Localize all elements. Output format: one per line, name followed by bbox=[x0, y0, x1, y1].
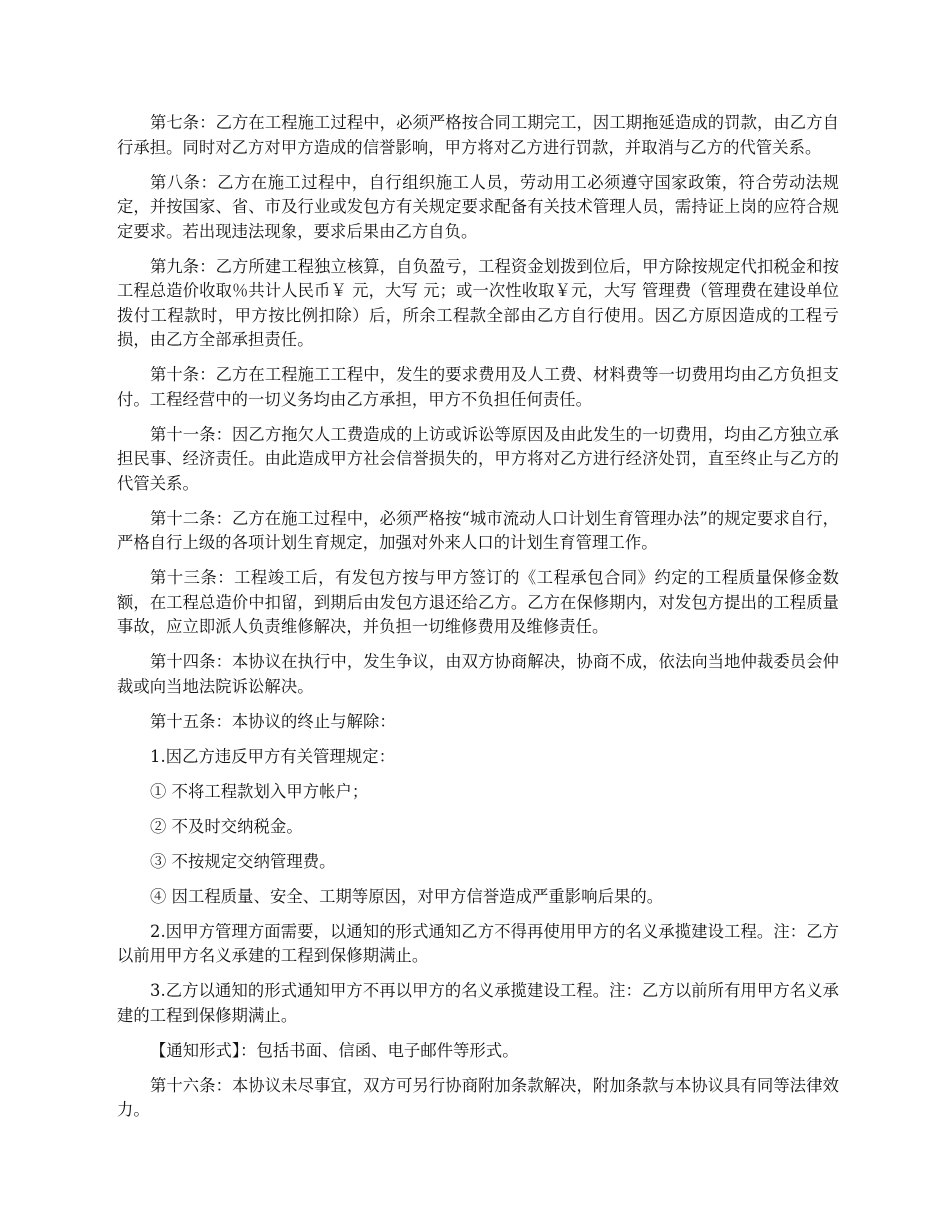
paragraph-article-15: 第十五条：本协议的终止与解除： bbox=[150, 711, 396, 731]
document-body bbox=[117, 111, 839, 1133]
paragraph-article-11: 第十一条：因乙方拖欠人工费造成的上访或诉讼等原因及由此发生的一切费用，均由乙方独立承担民事、经济责任。由此造成甲方社会信誉损失的，甲方将对乙方进行经济处罚，直至终止与乙方的代管关系。 bbox=[117, 424, 839, 493]
paragraph-item-2: ② 不及时交纳税金。 bbox=[150, 816, 303, 836]
paragraph-item-4: ④ 因工程质量、安全、工期等原因，对甲方信誉造成严重影响后果的。 bbox=[150, 886, 664, 906]
paragraph-article-8: 第八条：乙方在施工过程中，自行组织施工人员，劳动用工必须遵守国家政策，符合劳动法规定，并按国家、省、市及行业或发包方有关规定要求配备有关技术管理人员，需持证上岗的应符合规定要求。若出现违法现象，要求后果由乙方自负。 bbox=[117, 172, 839, 241]
paragraph-clause-3: 3.乙方以通知的形式通知甲方不再以甲方的名义承揽建设工程。注：乙方以前所有用甲方名义承建的工程到保修期满止。 bbox=[117, 981, 839, 1025]
paragraph-clause-1: 1.因乙方违反甲方有关管理规定： bbox=[150, 746, 396, 766]
paragraph-article-7: 第七条：乙方在工程施工过程中，必须严格按合同工期完工，因工期拖延造成的罚款，由乙方自行承担。同时对乙方对甲方造成的信誉影响，甲方将对乙方进行罚款，并取消与乙方的代管关系。 bbox=[117, 113, 839, 157]
paragraph-article-12: 第十二条：乙方在施工过程中，必须严格按“城市流动人口计划生育管理办法”的规定要求自行，严格自行上级的各项计划生育规定，加强对外来人口的计划生育管理工作。 bbox=[117, 508, 839, 552]
paragraph-article-16: 第十六条：本协议未尽事宜，双方可另行协商附加条款解决，附加条款与本协议具有同等法律效力。 bbox=[117, 1075, 839, 1119]
paragraph-article-13: 第十三条：工程竣工后，有发包方按与甲方签订的《工程承包合同》约定的工程质量保修金数额，在工程总造价中扣留，到期后由发包方退还给乙方。乙方在保修期内，对发包方提出的工程质量事故，应立即派人负责维修解决，并负担一切维修费用及维修责任。 bbox=[117, 568, 839, 636]
paragraph-article-9: 第九条：乙方所建工程独立核算，自负盈亏，工程资金划拨到位后，甲方除按规定代扣税金和按工程总造价收取％共计人民币￥ 元，大写 元；或一次性收取￥元，大写 管理费（管理费在建设单位拨付工程款时，甲方按比例扣除）后，所余工程款全部由乙方自行使用。因乙方原因造成的工程亏损，由乙方全部承担责任。 bbox=[117, 256, 839, 349]
paragraph-item-1: ① 不将工程款划入甲方帐户； bbox=[150, 781, 369, 801]
paragraph-clause-2: 2.因甲方管理方面需要，以通知的形式通知乙方不得再使用甲方的名义承揽建设工程。注：乙方以前用甲方名义承建的工程到保修期满止。 bbox=[117, 921, 839, 965]
paragraph-notice-form: 【通知形式】：包括书面、信函、电子邮件等形式。 bbox=[150, 1040, 519, 1060]
paragraph-article-14: 第十四条：本协议在执行中，发生争议，由双方协商解决，协商不成，依法向当地仲裁委员会仲裁或向当地法院诉讼解决。 bbox=[117, 652, 839, 696]
paragraph-item-3: ③ 不按规定交纳管理费。 bbox=[150, 851, 336, 871]
paragraph-article-10: 第十条：乙方在工程施工工程中，发生的要求费用及人工费、材料费等一切费用均由乙方负担支付。工程经营中的一切义务均由乙方承担，甲方不负担任何责任。 bbox=[117, 365, 839, 409]
